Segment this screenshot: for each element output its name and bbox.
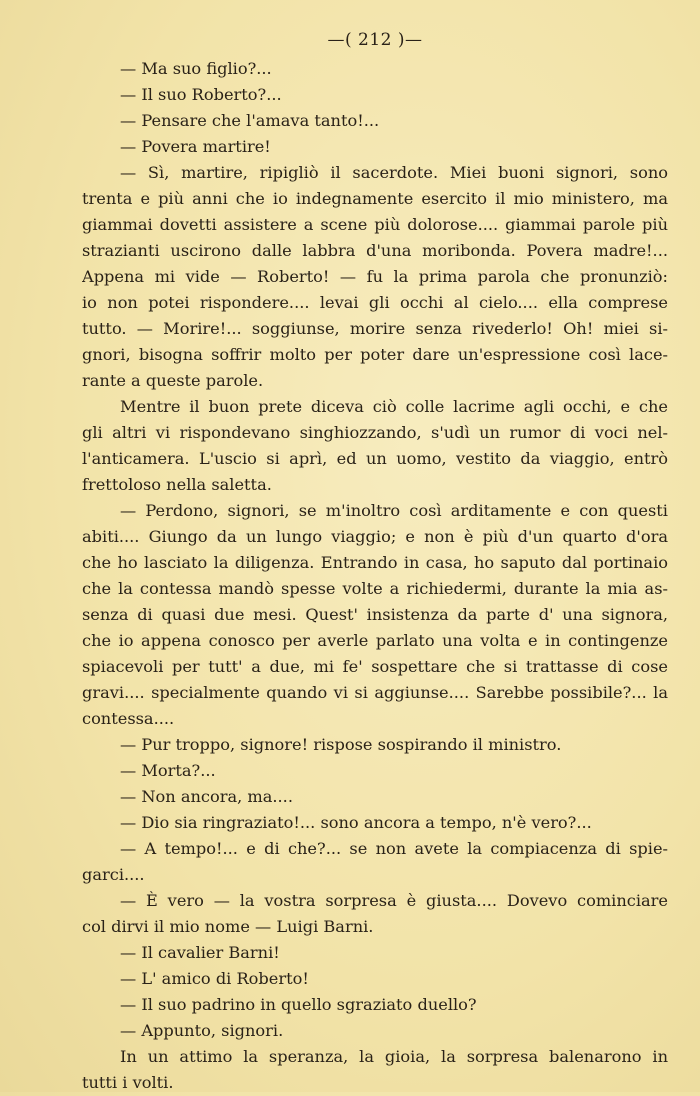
text-line: gnori, bisogna soffrir molto per poter dare un'espressione così lace- bbox=[82, 345, 668, 364]
text-line: giammai dovetti assistere a scene più dolorose.... giammai parole più bbox=[82, 215, 668, 234]
text-line: — Dio sia ringraziato!... sono ancora a tempo, n'è vero?... bbox=[120, 813, 592, 832]
text-line: — Morta?... bbox=[120, 761, 216, 780]
text-line: che ho lasciato la diligenza. Entrando in casa, ho saputo dal portinaio bbox=[82, 553, 668, 572]
text-line: — Non ancora, ma.... bbox=[120, 787, 293, 806]
text-line: — L' amico di Roberto! bbox=[120, 969, 309, 988]
text-line: l'anticamera. L'uscio si aprì, ed un uomo, vestito da viaggio, entrò bbox=[82, 449, 668, 468]
text-line: — Pensare che l'amava tanto!... bbox=[120, 111, 380, 130]
text-line: — Sì, martire, ripigliò il sacerdote. Miei buoni signori, sono bbox=[120, 163, 668, 182]
text-line: — Perdono, signori, se m'inoltro così arditamente e con questi bbox=[120, 501, 668, 520]
book-page bbox=[82, 30, 668, 1096]
text-line: che la contessa mandò spesse volte a richiedermi, durante la mia as- bbox=[82, 579, 668, 598]
text-line: — Appunto, signori. bbox=[120, 1021, 284, 1040]
text-line: — Pur troppo, signore! rispose sospirando il ministro. bbox=[120, 735, 562, 754]
text-line: — Il suo padrino in quello sgraziato duello? bbox=[120, 995, 477, 1014]
text-line: trenta e più anni che io indegnamente esercito il mio ministero, ma bbox=[82, 189, 668, 208]
text-line: — Il cavalier Barni! bbox=[120, 943, 280, 962]
text-line: strazianti uscirono dalle labbra d'una moribonda. Povera madre!... bbox=[82, 241, 668, 260]
text-line: — A tempo!... e di che?... se non avete la compiacenza di spie- bbox=[120, 839, 668, 858]
text-line: tutti i volti. bbox=[82, 1073, 174, 1092]
text-line: senza di quasi due mesi. Quest' insistenza da parte d' una signora, bbox=[82, 605, 668, 624]
text-line: contessa.... bbox=[82, 709, 175, 728]
page-number: —( 212 )— bbox=[327, 30, 423, 50]
text-line: — Ma suo figlio?... bbox=[120, 59, 272, 78]
text-line: frettoloso nella saletta. bbox=[82, 475, 272, 494]
text-line: io non potei rispondere.... levai gli occhi al cielo.... ella comprese bbox=[82, 293, 668, 312]
text-line: abiti.... Giungo da un lungo viaggio; e non è più d'un quarto d'ora bbox=[82, 527, 668, 546]
text-line: gravi.... specialmente quando vi si aggiunse.... Sarebbe possibile?... la bbox=[82, 683, 668, 702]
body-text bbox=[82, 56, 668, 1096]
text-line: — Povera martire! bbox=[120, 137, 271, 156]
text-line: tutto. — Morire!... soggiunse, morire senza rivederlo! Oh! miei si- bbox=[82, 319, 668, 338]
text-line: Mentre il buon prete diceva ciò colle lacrime agli occhi, e che bbox=[120, 397, 668, 416]
text-line: col dirvi il mio nome — Luigi Barni. bbox=[82, 917, 374, 936]
text-line: spiacevoli per tutt' a due, mi fe' sospettare che si trattasse di cose bbox=[82, 657, 668, 676]
text-line: Appena mi vide — Roberto! — fu la prima parola che pronunziò: bbox=[82, 267, 668, 286]
text-line: In un attimo la speranza, la gioia, la sorpresa balenarono in bbox=[120, 1047, 668, 1066]
text-line: gli altri vi rispondevano singhiozzando, s'udì un rumor di voci nel- bbox=[82, 423, 668, 442]
text-line: che io appena conosco per averle parlato una volta e in contingenze bbox=[82, 631, 668, 650]
text-line: garci.... bbox=[82, 865, 145, 884]
text-line: rante a queste parole. bbox=[82, 371, 264, 390]
text-line: — È vero — la vostra sorpresa è giusta.... Dovevo cominciare bbox=[120, 891, 668, 910]
text-line: — Il suo Roberto?... bbox=[120, 85, 282, 104]
